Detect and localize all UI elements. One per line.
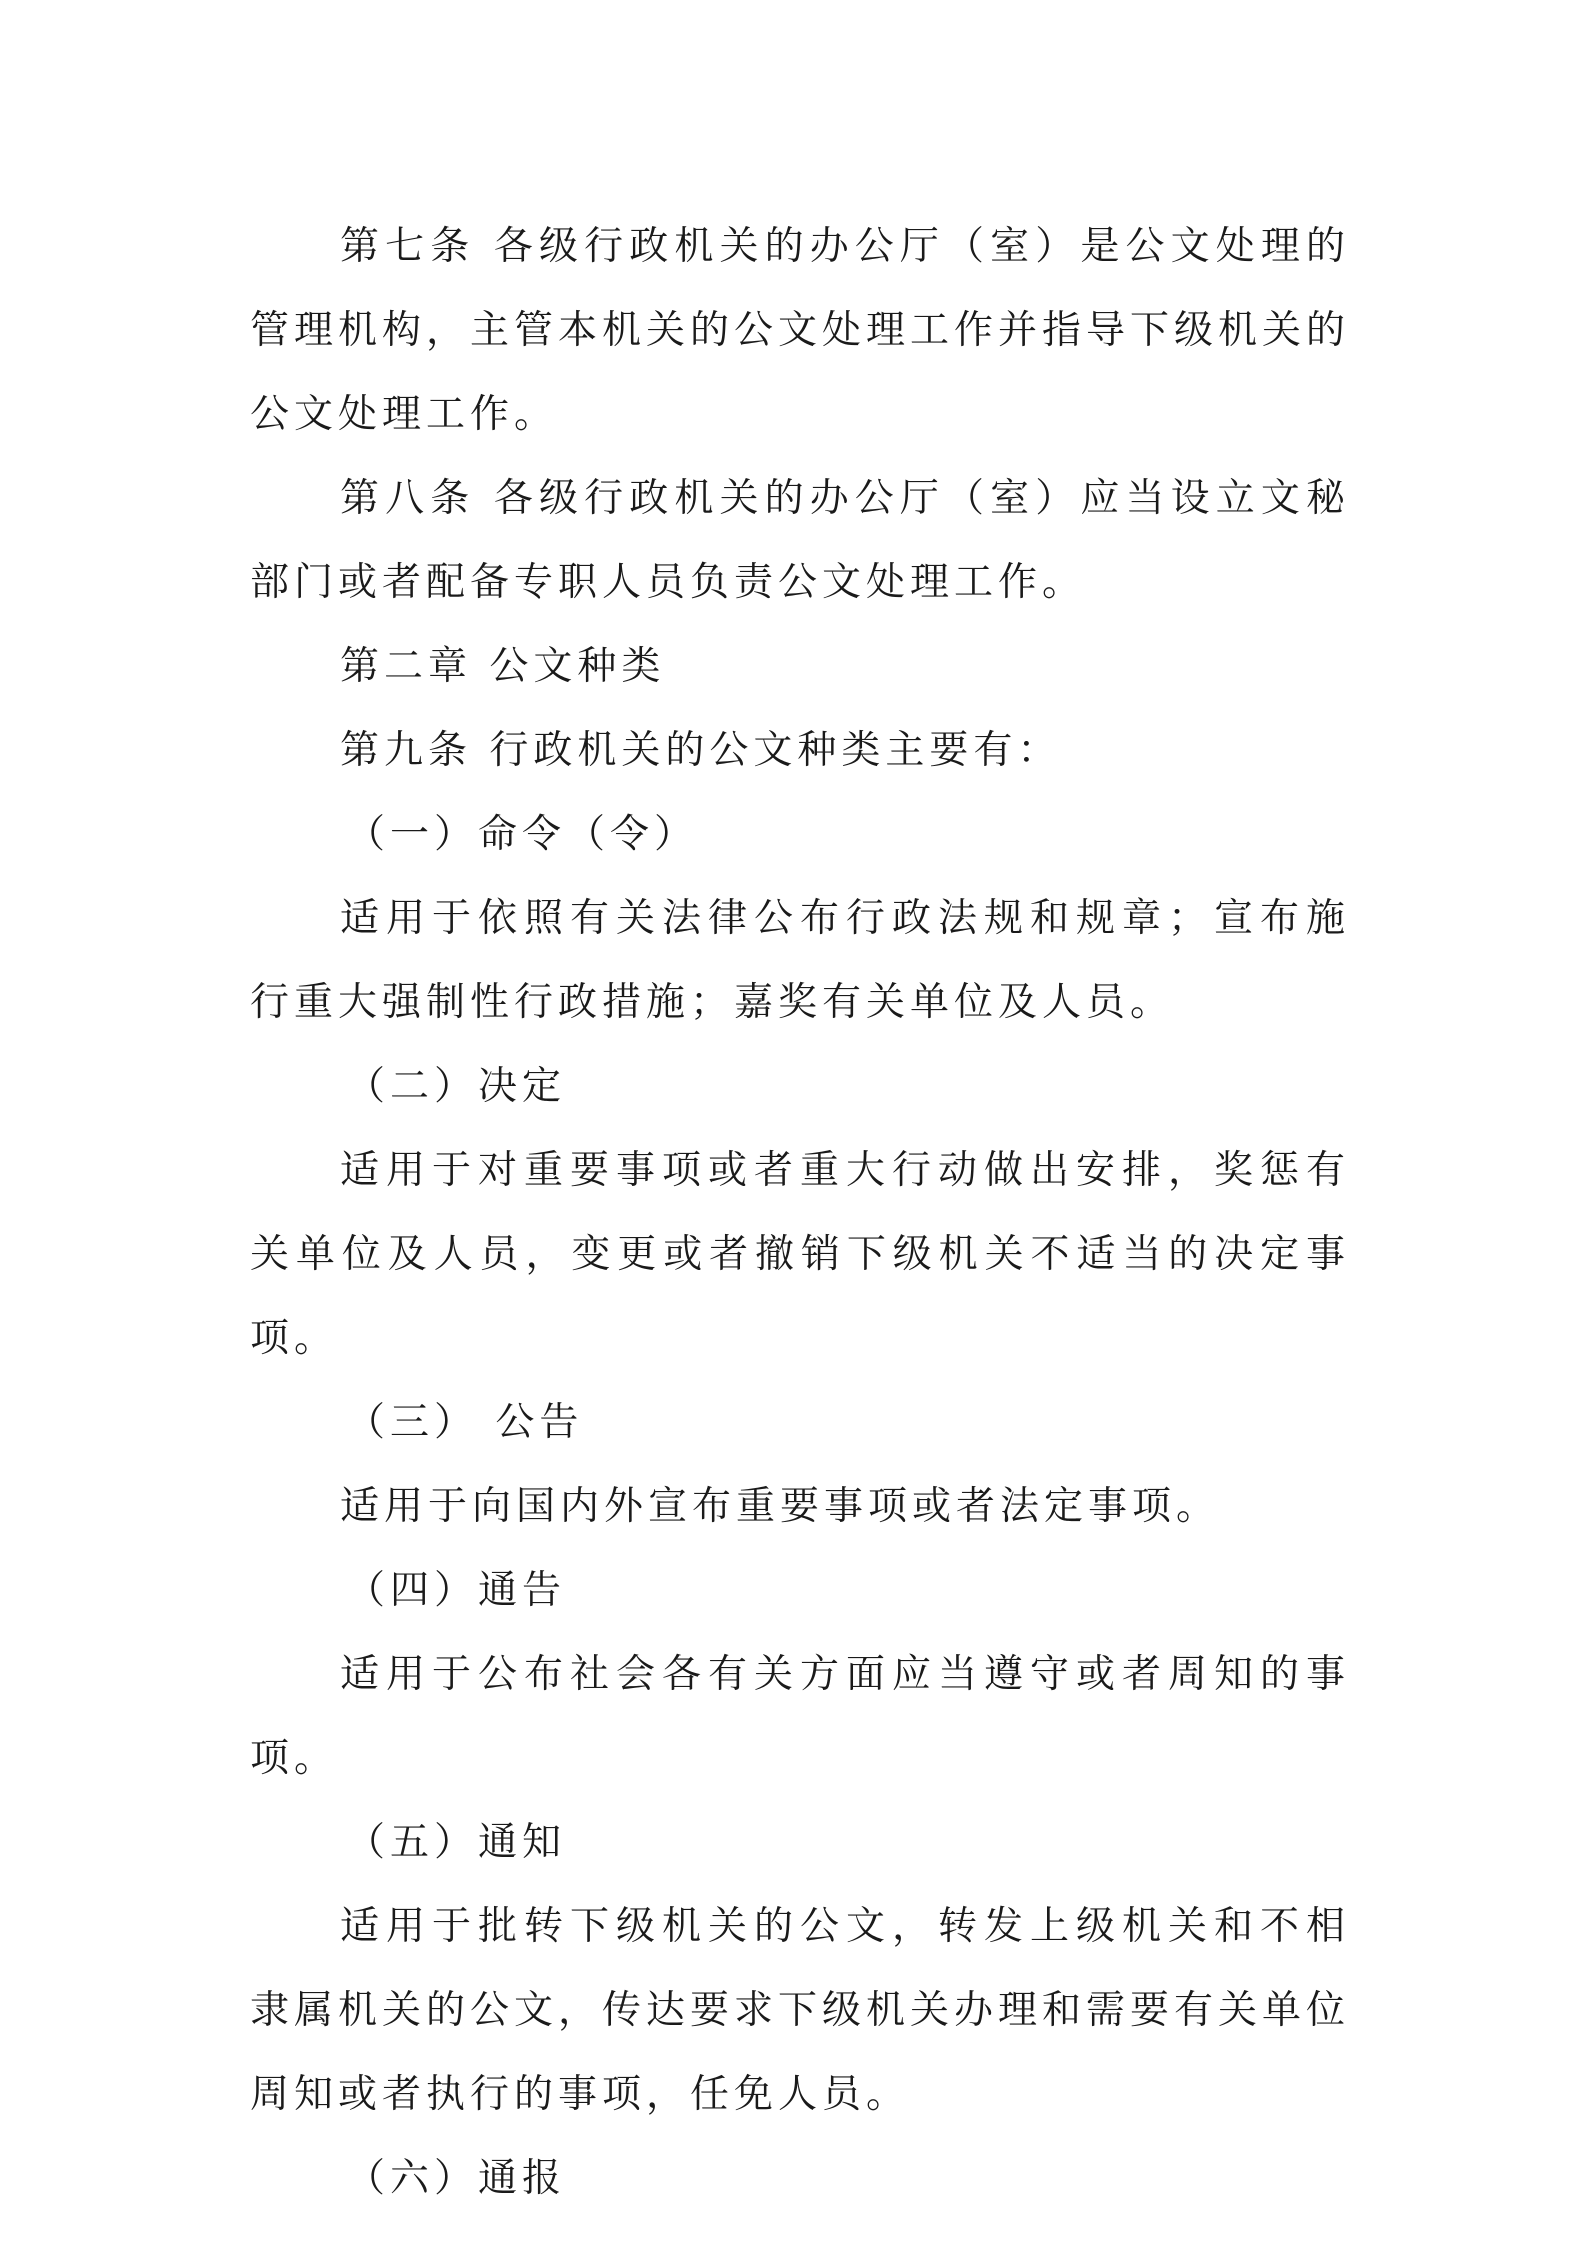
- item-1-heading: （一）命令（令）: [346, 812, 699, 857]
- item-3-heading: （三） 公告: [346, 1400, 584, 1445]
- item-3-description: 适用于向国内外宣布重要事项或者法定事项。: [340, 1484, 1221, 1529]
- item-2-heading: （二）决定: [346, 1064, 567, 1109]
- article-9-paragraph: 第九条 行政机关的公文种类主要有：: [340, 728, 1062, 773]
- article-8-paragraph: 第八条 各级行政机关的办公厅（室）应当设立文秘部门或者配备专职人员负责公文处理工作。: [250, 476, 1350, 605]
- item-5-description: 适用于批转下级机关的公文，转发上级机关和不相隶属机关的公文，传达要求下级机关办理和需要有关单位周知或者执行的事项，任免人员。: [250, 1904, 1351, 2117]
- item-6-heading: （六）通报: [346, 2156, 567, 2201]
- item-1-description: 适用于依照有关法律公布行政法规和规章；宣布施行重大强制性行政措施；嘉奖有关单位及人员。: [250, 896, 1350, 1025]
- chapter-2-heading: 第二章 公文种类: [340, 644, 666, 689]
- item-5-heading: （五）通知: [346, 1820, 567, 1865]
- document-body: [250, 205, 1350, 2221]
- item-4-description: 适用于公布社会各有关方面应当遵守或者周知的事项。: [250, 1652, 1350, 1781]
- item-4-heading: （四）通告: [346, 1568, 567, 1613]
- article-7-paragraph: 第七条 各级行政机关的办公厅（室）是公文处理的管理机构，主管本机关的公文处理工作并指导下级机关的公文处理工作。: [250, 224, 1351, 437]
- item-2-description: 适用于对重要事项或者重大行动做出安排，奖惩有关单位及人员，变更或者撤销下级机关不适当的决定事项。: [250, 1148, 1350, 1361]
